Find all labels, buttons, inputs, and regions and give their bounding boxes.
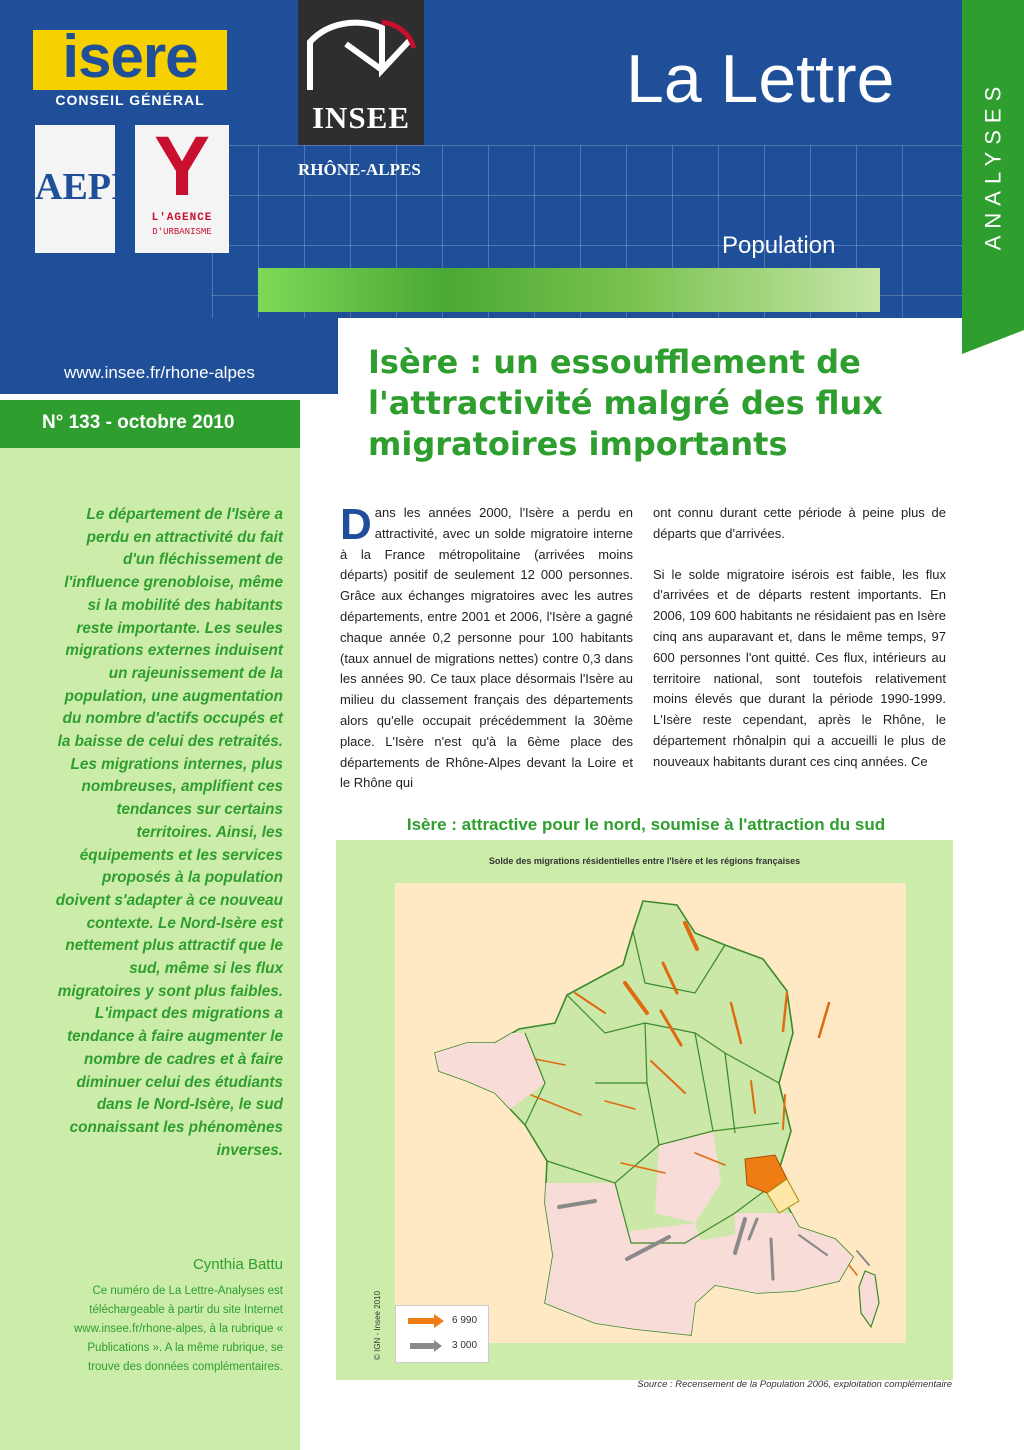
download-note: Ce numéro de La Lettre-Analyses est téléchargeable à partir du site Internet www.insee.fr/rhone-alpes, à la rubrique « Publications ». A la même rubrique, se trouve des données complémentaires. bbox=[73, 1285, 283, 1373]
series-label: ANALYSES bbox=[980, 79, 1006, 251]
figure-subtitle: Solde des migrations résidentielles entre l'Isère et les régions françaises bbox=[488, 856, 801, 866]
insee-logo-mark bbox=[298, 0, 424, 100]
summary-text: Le département de l'Isère a perdu en attractivité du fait d'un fléchissement de l'influence grenobloise, même si la mobilité des habitants reste importante. Les seules migrations externes induisent un rajeunissement de la population, une augmentation du nombre d'actifs occupés et la baisse de celui des retraités. Les migrations internes, plus nombreuses, amplifient ces tendances sur certains territoires. Ainsi, les équipements et les services proposés à la population doivent s'adapter à ce nouveau contexte. Le Nord-Isère est nettement plus attractif que le sud, même si les flux migratoires y sont plus faibles. L'impact des migrations a tendance à faire augmenter le nombre de cadres et à faire diminuer celui des étudiants dans le Nord-Isère, le sud connaissant les phénomènes inverses. bbox=[55, 506, 283, 1159]
series-label-wrap bbox=[962, 0, 1024, 330]
theme-label: Population bbox=[722, 232, 836, 259]
body-col1-text: ans les années 2000, l'Isère a perdu en attractivité, avec un solde migratoire interne à la France métropolitaine (arrivées moins départs) positif de seulement 12 000 personnes. Grâce aux échanges migratoires avec les autres départements, entre 2001 et 2006, l'Isère a gagné chaque année 0,2 personne pour 100 habitants (taux annuel de migrations nettes) contre 0,3 dans les années 90. Ce taux place désormais l'Isère au milieu du classement français des départements alors qu'elle occupait précédemment la 30ème place. L'Isère n'est qu'à la 6ème place des départements de Rhône-Alpes devant la Loire et le Rhône qui bbox=[340, 505, 633, 791]
drop-cap: D bbox=[340, 500, 372, 549]
header-photo-strip bbox=[258, 268, 880, 312]
figure-title: Isère : attractive pour le nord, soumise à l'attraction du sud bbox=[406, 815, 886, 834]
flow-arrow bbox=[819, 1003, 829, 1037]
issue-number: N° 133 - octobre 2010 bbox=[42, 412, 235, 433]
publication-title: La Lettre bbox=[626, 41, 895, 117]
figure-source: Source : Recensement de la Population 2006, exploitation complémentaire bbox=[637, 1379, 952, 1390]
website-link[interactable]: www.insee.fr/rhone-alpes bbox=[64, 363, 255, 382]
region-languedoc bbox=[675, 1233, 761, 1343]
copyright: © IGN - Insee 2010 bbox=[373, 1290, 383, 1360]
body-column-2 bbox=[653, 503, 946, 773]
isere-logo-subtitle: CONSEIL GÉNÉRAL bbox=[55, 92, 205, 108]
region-label: RHÔNE-ALPES bbox=[298, 160, 421, 179]
agence-logo-line2: D'URBANISME bbox=[152, 227, 212, 237]
insee-logo: INSEE bbox=[311, 100, 411, 135]
body-col2-paragraph-1: ont connu durant cette période à peine plus de départs que d'arrivées. bbox=[653, 505, 946, 541]
agence-logo-line1: L'AGENCE bbox=[151, 212, 213, 224]
isere-logo: isere bbox=[62, 23, 198, 90]
series-band-tip bbox=[962, 330, 1024, 354]
legend-label-small: 3 000 bbox=[452, 1340, 478, 1351]
corsica bbox=[859, 1271, 879, 1327]
legend-arrow-orange bbox=[408, 1314, 444, 1328]
legend-label-large: 6 990 bbox=[452, 1315, 478, 1326]
flow-arrow bbox=[771, 1239, 773, 1279]
legend-arrow-grey bbox=[410, 1340, 442, 1352]
france-map bbox=[395, 883, 906, 1343]
copyright-wrap bbox=[372, 1280, 384, 1370]
flow-arrow bbox=[849, 1265, 857, 1275]
map-legend bbox=[395, 1305, 489, 1363]
body-column-1 bbox=[340, 500, 633, 794]
flow-arrow bbox=[857, 1251, 869, 1265]
body-col2-paragraph-2: Si le solde migratoire isérois est faible, les flux d'arrivées et de départs restent importants. En 2006, 109 600 habitants ne résidaient pas en Isère cinq ans auparavant et, dans le même temps, 97 600 personnes l'ont quitté. Ces flux, intérieurs au territoire national, sont toutefois relativement moins élevés que durant la période 1990-1999. L'Isère reste cependant, après le Rhône, le département rhônalpin qui a accueilli le plus de nouveaux habitants durant ces cinq années. Ce bbox=[653, 566, 946, 769]
agence-logo-mark: Y bbox=[153, 119, 211, 213]
article-title: Isère : un essoufflement de l'attractivité malgré des flux migratoires importants bbox=[368, 343, 883, 463]
author: Cynthia Battu bbox=[192, 1256, 283, 1273]
aepi-logo: AEPI bbox=[35, 166, 126, 208]
